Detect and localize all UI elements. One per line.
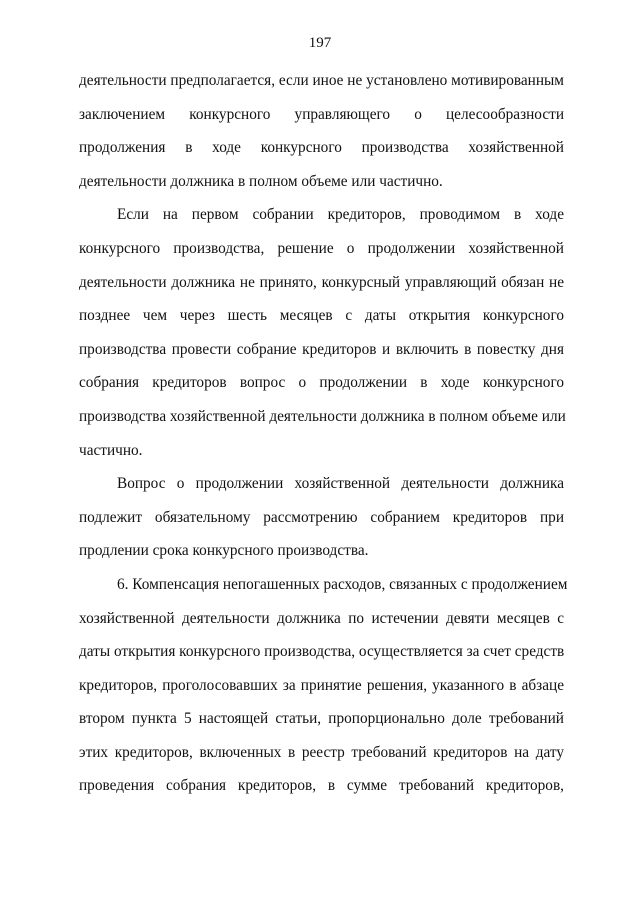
text-line: Если на первом собрании кредиторов, проводимом в ходе bbox=[117, 206, 564, 224]
text-line: заключением конкурсного управляющего о целесообразности bbox=[79, 105, 564, 123]
document-body bbox=[79, 69, 568, 808]
text-line: подлежит обязательному рассмотрению собранием кредиторов при bbox=[79, 508, 564, 526]
text-line: деятельности должника в полном объеме или частично. bbox=[79, 172, 443, 190]
text-line: втором пункта 5 настоящей статьи, пропорционально доле требований bbox=[79, 710, 564, 728]
text-line: продлении срока конкурсного производства. bbox=[79, 542, 369, 560]
text-line: кредиторов, проголосовавших за принятие решения, указанного в абзаце bbox=[79, 676, 564, 694]
text-line: деятельности должника не принято, конкурсный управляющий обязан не bbox=[79, 273, 564, 291]
page-number: 197 bbox=[308, 35, 332, 51]
text-line: частично. bbox=[79, 441, 143, 459]
text-line: позднее чем через шесть месяцев с даты открытия конкурсного bbox=[79, 307, 564, 325]
text-line: деятельности предполагается, если иное не установлено мотивированным bbox=[79, 72, 564, 89]
text-line: производства хозяйственной деятельности должника в полном объеме или bbox=[79, 407, 566, 425]
text-line: хозяйственной деятельности должника по истечении девяти месяцев с bbox=[79, 609, 564, 627]
text-line: этих кредиторов, включенных в реестр требований кредиторов на дату bbox=[79, 743, 564, 761]
text-line: конкурсного производства, решение о продолжении хозяйственной bbox=[79, 239, 564, 257]
text-line: собрания кредиторов вопрос о продолжении в ходе конкурсного bbox=[79, 374, 564, 392]
text-line: продолжения в ходе конкурсного производства хозяйственной bbox=[79, 139, 564, 157]
text-line: Вопрос о продолжении хозяйственной деятельности должника bbox=[117, 475, 564, 493]
text-line: 6. Компенсация непогашенных расходов, связанных с продолжением bbox=[117, 575, 568, 593]
text-line: проведения собрания кредиторов, в сумме требований кредиторов, bbox=[79, 777, 564, 795]
text-line: производства провести собрание кредиторов и включить в повестку дня bbox=[79, 340, 564, 358]
text-line: даты открытия конкурсного производства, осуществляется за счет средств bbox=[79, 643, 565, 661]
